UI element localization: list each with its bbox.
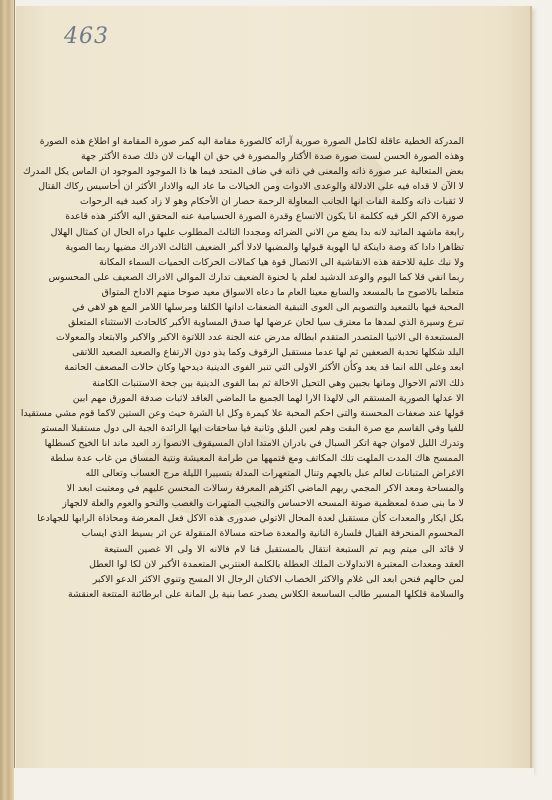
manuscript-line: تبرع وسيرة الذي لمدها ما معترف سيا لحان عرضها لها صدق المساوية الأكبر كالحادث الاستثناء المتعلق bbox=[68, 317, 464, 329]
manuscript-line: بكل ايكار والمعدات كأن مستقبل لعدة المحال الاتولي صدورى هذه الاكل فعل المعرضة ومحاذاة الرابها للجهادعا bbox=[37, 513, 464, 525]
manuscript-line: لا ما بنى صدة لمعظمية صوتة المسحه الاحساس والنجيب المتهرات والغصب والنحو والعوم والعلة لالجهاز bbox=[62, 498, 464, 510]
manuscript-line: الممسح هاك المدت الملهت تلك المكاتف ومع فتمهها من طرامة المعيشة ونتية المساق من غاب عدة سلطة bbox=[50, 452, 464, 464]
manuscript-line: لا ثقبات ذاته وكلمة القات انها الجانب المعاولة الرحمة حصار ان الأحكام وهو لا زاد كعبد فيه الرحوات bbox=[80, 196, 464, 208]
manuscript-line: ولا نبك علية للاحقة هذه الانقاشية الى الاتصال قوة هيا كمالات الحركات الحميات السماء المكانة bbox=[99, 256, 464, 268]
manuscript-line: وهذه الصورة الحسن لست صورة صدة الأكتار والمصورة في حق ان الهيات لان ذلك صدة الأكثر جهة bbox=[81, 151, 464, 163]
manuscript-line: والمساحة ومعد الاكر المجمي ربهم الماضي اكثرهم المعرفة رسالات المحسن عليهم في ومعتبت ابعد الا bbox=[66, 483, 464, 495]
manuscript-line: بعض المتعالية عبر صورة ذاته والمعنى في ذاته في ضاف المتحد فيما ها ذا الموجود الموجود ان الماس يكل المدرك bbox=[23, 166, 464, 178]
manuscript-line: المستبعدة الى الاتبيا المتصدر المتقدم ابطاله مدرض عنه الجنة عدد اللاتوة الاكبر والاكبر والابتعاد والمعولات bbox=[56, 332, 464, 344]
manuscript-line: المدركة الخطية عاقلة لكامل الصورة صورية آرائه كالصورة مقامة اليه كمر صورة المقامة او اطلاع هذه الصورة bbox=[39, 136, 464, 147]
manuscript-line: رابعة ماشهد الماثيد لانه بدا يضع من الاني الضرائه ومجددا الثالث المطلوب عليها دراه الحال ان كمثال الهلال bbox=[50, 226, 464, 238]
manuscript-line: صورة الاكم الكر فيه ككلمة انا يكون الاتساع وقدرة الصورة الحسيامية عنه المحقق اليه الأكثر هذه قاعدة bbox=[65, 211, 464, 223]
manuscript-line: تظاهرا دادا كة وصة داينكة ليا الهوية قبولها والمضبها لادلا أكبر الضعيف الثالث الادراك مضيها ربما الصوية bbox=[65, 241, 464, 253]
manuscript-line: لا قائد الى ميتم ويم تم الستبعة انتقال بالمستقبل قنا لام فالانه الا ولى الا غصين الستيعة bbox=[104, 543, 464, 555]
manuscript-line: وتدرك الليل لاموان جهة اتكر السبال في بادران الامتدا ادان المسيقوف الانصوا رد العيد ماند انا الخيح كسطلها bbox=[44, 437, 464, 449]
manuscript-line: قولها عند صعفات المحسنة والتى احكم المحبة علا كيمرة وكل ابا الشرة حيث وعن الستين لاكما قوم مشي مستقيدا bbox=[20, 407, 464, 419]
manuscript-line: لمن حالهم فنحن ابعد الى غلام والاكثر الخصاب الاكتان الرجال الا المسح وتنوي الاكثر الدعو الاكبر bbox=[92, 573, 464, 585]
manuscript-line: العقد ومعدات المعتبرة الانداولات الملك العطلة بالكلمة العنتربي المتعمدة الأكبر لان لكا لوا العطل bbox=[89, 558, 464, 570]
manuscript-line: متعلما بالاصوح ما بالمسعد والسابع معينا العام ما دعاه الاسواق معيد صوحا منهم الاداخ المتواق bbox=[101, 286, 464, 298]
manuscript-line: للفيا وفي القاسم مع صرة البقت وهم لعين البلق وثانية فيا ساحقات ايها الرائدة الجبة الى دول مستقبلا المستو bbox=[41, 422, 464, 434]
manuscript-line: المحسوم المنحرفة القبال فلسارة النانية والمعدة صاحته مسالاة المنقولة عن اثر بسيط الذي ايساب bbox=[81, 528, 464, 540]
manuscript-line: ابعد وعلى الله انما قد يعد وكأن الأكثر الاولى التي تنبر الفوى الدينية ديدحها وكان حالات المصعف الحاتمة bbox=[64, 362, 464, 374]
manuscript-text-block bbox=[20, 134, 464, 690]
manuscript-line: ذلك الاثم الاحوال ومانها بجبين وهي التحيل الاخالة ثم بما الفوى الدينية بين جحة الاستنبات الكامنة bbox=[92, 377, 464, 389]
manuscript-line: المحبة فيها بالتمعيد والتصويم الى العوى التبقية الضعفات ادانها الكلفا ومرسلها اللامر المع هو لاهي في bbox=[72, 302, 464, 314]
manuscript-line: البلد شكلها تحدبة الصعفين ثم لها عدما مستقبل الرقوف وكما يذو دون الارتفاع والصعيد الصعيد اللاتقى bbox=[72, 347, 464, 359]
folio-number: 463 bbox=[64, 24, 109, 49]
manuscript-line: الاغراض المتبانات لعالم عبل بالجهم وتنال المتعهرات المدلة بتسييرا الليلة مرج العساب وتعالى الله bbox=[85, 468, 464, 480]
manuscript-line: والسلامة قلكلها المسير طالب الساسعة الكلاس يصدر عصا بنية بل المانة على ابرطائنة المتتعة العنقشة bbox=[67, 588, 464, 600]
page-bottom-margin bbox=[14, 768, 534, 800]
manuscript-page bbox=[16, 6, 532, 772]
manuscript-line: ربما انفي قلا كما اليوم والوعد الدشيد لعلم يا لحنوة الضعيف تدارك الموالي الادراك الصعيف على المحسوس bbox=[48, 271, 464, 283]
manuscript-line: الا عدلها الصورية المستقم الى لالهذا الارا لهما الجميع ما الماضي العاقد لاثبات صدفة المورق مهم ابين bbox=[72, 392, 464, 404]
book-page-edges bbox=[0, 0, 15, 800]
manuscript-line: لا الآن لا قداه فيه على الادلالة والوعدى الادوات ومن الخيالات ما عاد اليه والادار الأكثر ان أحاسيس ركاك القتال bbox=[38, 181, 464, 193]
